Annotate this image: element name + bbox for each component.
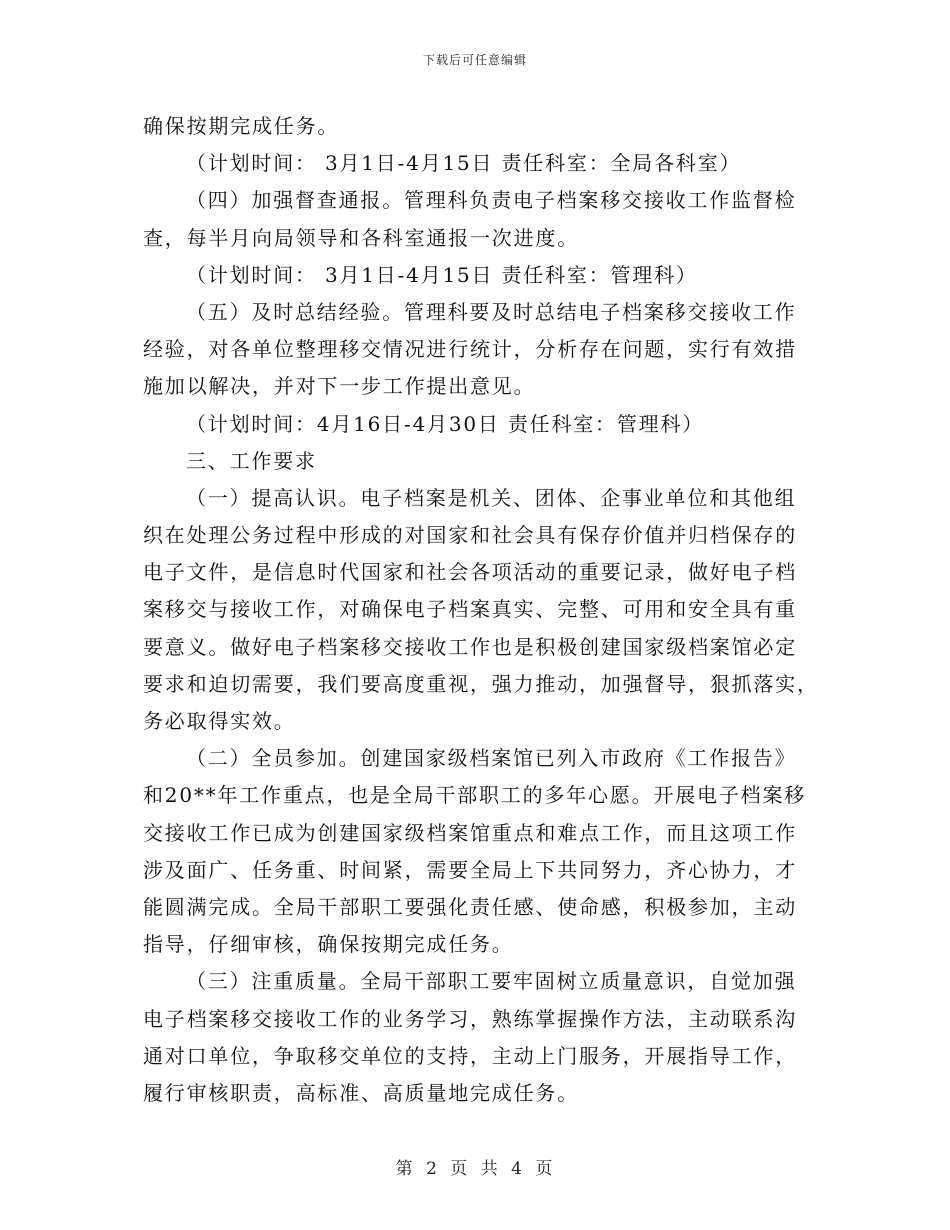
text-line: 电子档案移交接收工作的业务学习，熟练掌握操作方法，主动联系沟 <box>143 1006 797 1031</box>
text-line: （五）及时总结经验。管理科要及时总结电子档案移交接收工作 <box>186 299 797 324</box>
text-line: （计划时间： 3月1日-4月15日 责任科室：管理科） <box>186 262 698 287</box>
text-line: 通对口单位，争取移交单位的支持，主动上门服务，开展指导工作， <box>143 1043 797 1068</box>
text-line: 确保按期完成任务。 <box>143 114 340 138</box>
text-line: 履行审核职责，高标准、高质量地完成任务。 <box>143 1080 579 1105</box>
text-line: 和20**年工作重点，也是全局干部职工的多年心愿。开展电子档案移 <box>143 783 807 808</box>
text-line: （四）加强督查通报。管理科负责电子档案移交接收工作监督检 <box>186 188 797 213</box>
text-line: （计划时间：4月16日-4月30日 责任科室：管理科） <box>186 411 705 436</box>
text-line: 涉及面广、任务重、时间紧，需要全局上下共同努力，齐心协力，才 <box>143 857 797 882</box>
text-line: （二）全员参加。创建国家级档案馆已列入市政府《工作报告》 <box>186 746 797 771</box>
text-line: 要意义。做好电子档案移交接收工作也是积极创建国家级档案馆必定 <box>143 634 797 659</box>
text-line: 交接收工作已成为创建国家级档案馆重点和难点工作，而且这项工作 <box>143 820 797 845</box>
page-header: 下载后可任意编辑 <box>422 53 527 67</box>
text-line: 指导，仔细审核，确保按期完成任务。 <box>143 932 514 957</box>
text-line: 查，每半月向局领导和各科室通报一次进度。 <box>143 225 579 250</box>
section-heading: 三、工作要求 <box>186 448 317 473</box>
text-line: 务必取得实效。 <box>143 709 296 733</box>
text-line: 电子文件，是信息时代国家和社会各项活动的重要记录，做好电子档 <box>143 560 797 585</box>
document-body <box>143 108 819 1112</box>
text-line: （一）提高认识。电子档案是机关、团体、企事业单位和其他组 <box>186 485 797 510</box>
text-line: 案移交与接收工作，对确保电子档案真实、完整、可用和安全具有重 <box>143 597 797 622</box>
text-line: （计划时间： 3月1日-4月15日 责任科室：全局各科室） <box>186 151 742 176</box>
text-line: 施加以解决，并对下一步工作提出意见。 <box>143 374 536 399</box>
text-line: 织在处理公务过程中形成的对国家和社会具有保存价值并归档保存的 <box>143 523 797 548</box>
page-footer: 第 2 页 共 4 页 <box>395 1159 555 1179</box>
text-line: （三）注重质量。全局干部职工要牢固树立质量意识，自觉加强 <box>186 969 797 994</box>
text-line: 能圆满完成。全局干部职工要强化责任感、使命感，积极参加，主动 <box>143 894 797 919</box>
text-line: 经验，对各单位整理移交情况进行统计，分析存在问题，实行有效措 <box>143 337 797 362</box>
text-line: 要求和迫切需要，我们要高度重视，强力推动，加强督导，狠抓落实， <box>143 671 819 696</box>
